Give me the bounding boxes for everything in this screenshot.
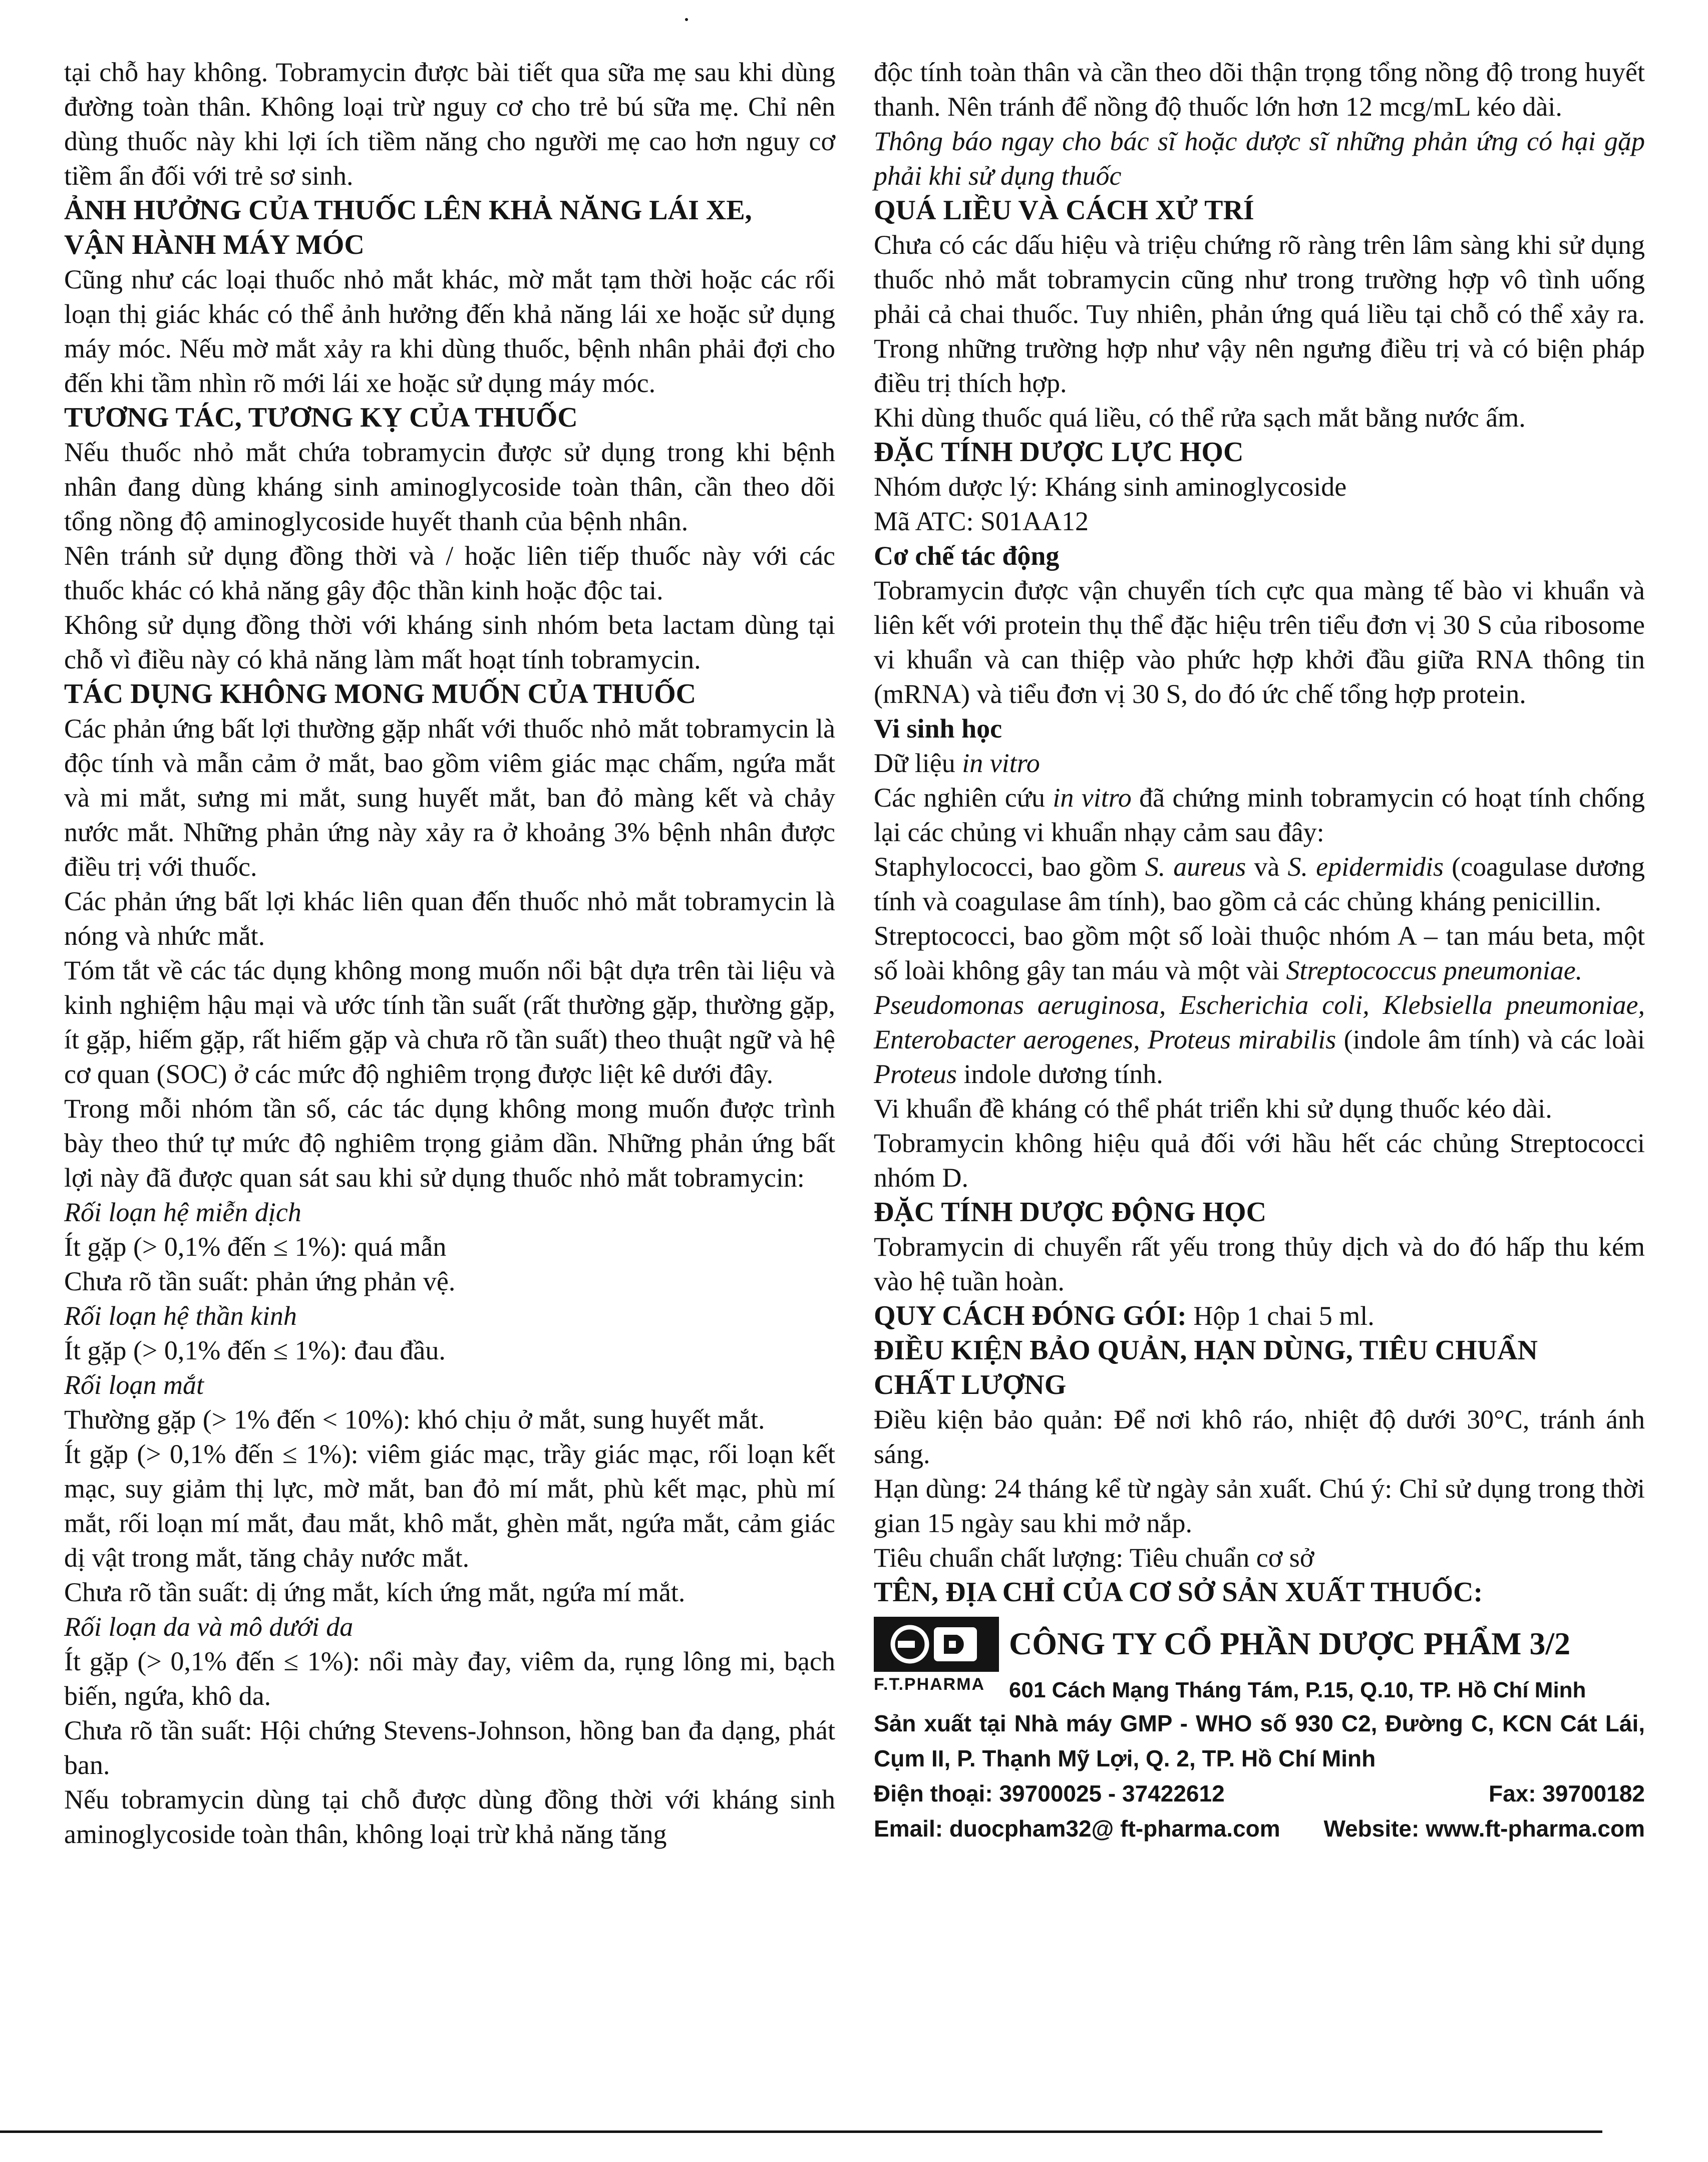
fax-number: Fax: 39700182 [1488, 1780, 1645, 1807]
phone-number: Điện thoại: 39700025 - 37422612 [874, 1780, 1225, 1807]
email-address[interactable]: Email: duocpham32@ ft-pharma.com [874, 1816, 1280, 1842]
gram-species: Pseudomonas aeruginosa, Escherichia coli, Klebsiella pneumoniae, Enterobacter aerogenes, Proteus mirabilis [874, 990, 1645, 1054]
adverse-paragraph-3: Tóm tắt về các tác dụng không mong muốn nổi bật dựa trên tài liệu và kinh nghiệm hậu mại và ước tính tần suất (rất thường gặp, thường gặp, ít gặp, hiếm gặp, rất hiếm gặp và chưa rõ tần suất) theo thuật ngữ và hệ cơ quan (SOC) ở các mức độ nghiêm trọng được liệt kê dưới đây. [64, 955, 835, 1089]
staph-text-c: và [1246, 852, 1288, 882]
eye-item-1: Thường gặp (> 1% đến < 10%): khó chịu ở mắt, sung huyết mắt. [64, 1404, 765, 1434]
company-address: 601 Cách Mạng Tháng Tám, P.15, Q.10, TP. Hồ Chí Minh [1009, 1678, 1586, 1702]
adverse-effects-heading: TÁC DỤNG KHÔNG MONG MUỐN CỦA THUỐC [64, 678, 697, 709]
invitro-label [874, 746, 1645, 781]
staph-text-e: (coagulase dương tính và coagulase âm tính), bao gồm cả các chủng kháng penicillin. [874, 852, 1645, 916]
interaction-paragraph-2: Nên tránh sử dụng đồng thời và / hoặc liên tiếp thuốc này với các thuốc khác có khả năng gây độc thần kinh hoặc độc tai. [64, 541, 835, 605]
driving-paragraph: Cũng như các loại thuốc nhỏ mắt khác, mờ mắt tạm thời hoặc các rối loạn thị giác khác có thể ảnh hưởng đến khả năng lái xe hoặc sử dụng máy móc. Nếu mờ mắt xảy ra khi dùng thuốc, bệnh nhân phải đợi cho đến khi tầm nhìn rõ mới lái xe hoặc sử dụng máy móc. [64, 264, 835, 398]
pharmacologic-group: Nhóm dược lý: Kháng sinh aminoglycoside [874, 472, 1347, 502]
immune-item-2: Chưa rõ tần suất: phản ứng phản vệ. [64, 1266, 456, 1296]
studies-paragraph [874, 781, 1645, 850]
strep-pneumoniae: Streptococcus pneumoniae. [1286, 955, 1583, 985]
staphylococci-paragraph [874, 850, 1645, 919]
packaging-value: Hộp 1 chai 5 ml. [1186, 1301, 1375, 1331]
immune-subheading: Rối loạn hệ miễn dịch [64, 1197, 301, 1227]
left-column [64, 55, 835, 1852]
eye-item-3: Chưa rõ tần suất: dị ứng mắt, kích ứng mắt, ngứa mí mắt. [64, 1577, 686, 1607]
invitro-italic: in vitro [962, 748, 1040, 778]
skin-item-2: Chưa rõ tần suất: Hội chứng Stevens-Johnson, hồng ban đa dạng, phát ban. [64, 1715, 835, 1780]
pharmacodynamics-heading: ĐẶC TÍNH DƯỢC LỰC HỌC [874, 437, 1244, 468]
mechanism-paragraph: Tobramycin được vận chuyển tích cực qua màng tế bào vi khuẩn và liên kết với protein thụ thể đặc hiệu trên tiểu đơn vị 30 S của ribosome vi khuẩn và can thiệp vào phức hợp khởi đầu giữa RNA thông tin (mRNA) và tiểu đơn vị 30 S, do đó ức chế tổng hợp protein. [874, 575, 1645, 709]
strep-text-a: Streptococci, bao gồm một số loài thuộc nhóm A – tan máu beta, một số loài không gây tan máu và một vài [874, 921, 1645, 985]
driving-heading-line2: VẬN HÀNH MÁY MÓC [64, 229, 365, 260]
overdose-paragraph-2: Khi dùng thuốc quá liều, có thể rửa sạch mắt bằng nước ấm. [874, 403, 1526, 433]
studies-italic: in vitro [1053, 783, 1132, 813]
adverse-paragraph-2: Các phản ứng bất lợi khác liên quan đến thuốc nhỏ mắt tobramycin là nóng và nhức mắt. [64, 886, 835, 951]
staph-text-a: Staphylococci, bao gồm [874, 852, 1145, 882]
ftpharma-logo-icon [874, 1617, 999, 1672]
storage-heading-line2: CHẤT LƯỢNG [874, 1369, 1067, 1400]
staph-epidermidis: S. epidermidis [1287, 852, 1444, 882]
invitro-text: Dữ liệu [874, 748, 962, 778]
staph-aureus: S. aureus [1145, 852, 1246, 882]
logo-caption: F.T.PHARMA [874, 1675, 985, 1694]
studies-text-c: đã chứng minh tobramycin có hoạt tính chống lại các chủng vi khuẩn nhạy cảm sau đây: [874, 783, 1645, 847]
overdose-heading: QUÁ LIỀU VÀ CÁCH XỬ TRÍ [874, 195, 1254, 226]
company-block [874, 1617, 1645, 1846]
gram-negative-paragraph [874, 988, 1645, 1092]
packaging-label: QUY CÁCH ĐÓNG GÓI: [874, 1300, 1187, 1331]
nervous-subheading: Rối loạn hệ thần kinh [64, 1301, 297, 1331]
immune-item-1: Ít gặp (> 0,1% đến ≤ 1%): quá mẫn [64, 1232, 447, 1262]
website-link[interactable]: Website: www.ft-pharma.com [1323, 1816, 1645, 1842]
intro-paragraph: tại chỗ hay không. Tobramycin được bài tiết qua sữa mẹ sau khi dùng đường toàn thân. Không loại trừ nguy cơ cho trẻ bú sữa mẹ. Chỉ nên dùng thuốc này khi lợi ích tiềm năng cho người mẹ cao hơn nguy cơ tiềm ẩn đối với trẻ sơ sinh. [64, 57, 835, 191]
adverse-paragraph-1: Các phản ứng bất lợi thường gặp nhất với thuốc nhỏ mắt tobramycin là độc tính và mẫn cảm ở mắt, bao gồm viêm giác mạc chấm, ngứa mắt và mi mắt, sưng mi mắt, sung huyết mắt, ban đỏ màng kết và chảy nước mắt. Những phản ứng này xảy ra ở khoảng 3% bệnh nhân được điều trị với thuốc. [64, 713, 835, 882]
streptococci-paragraph [874, 919, 1645, 988]
adverse-paragraph-4: Trong mỗi nhóm tần số, các tác dụng không mong muốn được trình bày theo thứ tự mức độ nghiêm trọng giảm dần. Những phản ứng bất lợi này đã được quan sát sau khi sử dụng thuốc nhỏ mắt tobramycin: [64, 1094, 835, 1193]
storage-paragraph: Điều kiện bảo quản: Để nơi khô ráo, nhiệt độ dưới 30°C, tránh ánh sáng. [874, 1404, 1645, 1469]
studies-text-a: Các nghiên cứu [874, 783, 1053, 813]
email-website-row [874, 1811, 1645, 1846]
overdose-paragraph-1: Chưa có các dấu hiệu và triệu chứng rõ ràng trên lâm sàng khi sử dụng thuốc nhỏ mắt tobramycin cũng như trong trường hợp vô tình uống phải cả chai thuốc. Tuy nhiên, phản ứng quá liều tại chỗ có thể xảy ra. Trong những trường hợp như vậy nên ngưng điều trị và có biện pháp điều trị thích hợp. [874, 230, 1645, 398]
gram-text-b: (indole âm tính) và các loài [1336, 1024, 1645, 1054]
page-mark [685, 18, 688, 21]
mechanism-heading: Cơ chế tác động [874, 541, 1060, 571]
right-column [874, 55, 1645, 1846]
phone-fax-row [874, 1776, 1645, 1811]
pharmacokinetics-heading: ĐẶC TÍNH DƯỢC ĐỘNG HỌC [874, 1197, 1267, 1228]
report-notice: Thông báo ngay cho bác sĩ hoặc dược sĩ những phản ứng có hại gặp phải khi sử dụng thuốc [874, 126, 1645, 191]
eye-item-2: Ít gặp (> 0,1% đến ≤ 1%): viêm giác mạc, trầy giác mạc, rối loạn kết mạc, suy giảm thị lực, mờ mắt, ban đỏ mí mắt, phù kết mạc, phù mí mắt, rối loạn mí mắt, đau mắt, khô mắt, ghèn mắt, ngứa mắt, cảm giác dị vật trong mắt, tăng chảy nước mắt. [64, 1439, 835, 1573]
eye-subheading: Rối loạn mắt [64, 1370, 204, 1400]
storage-heading-line1: ĐIỀU KIỆN BẢO QUẢN, HẠN DÙNG, TIÊU CHUẨN [874, 1335, 1538, 1366]
atc-code: Mã ATC: S01AA12 [874, 506, 1089, 536]
packaging-line [874, 1299, 1645, 1333]
microbiology-heading: Vi sinh học [874, 713, 1002, 744]
continued-paragraph: độc tính toàn thân và cần theo dõi thận trọng tổng nồng độ trong huyết thanh. Nên tránh để nồng độ thuốc lớn hơn 12 mcg/mL kéo dài. [874, 57, 1645, 122]
standard-paragraph: Tiêu chuẩn chất lượng: Tiêu chuẩn cơ sở [874, 1543, 1314, 1573]
nervous-item-1: Ít gặp (> 0,1% đến ≤ 1%): đau đầu. [64, 1335, 446, 1365]
skin-subheading: Rối loạn da và mô dưới da [64, 1612, 354, 1642]
gram-text-d: indole dương tính. [956, 1059, 1163, 1089]
bottom-rule [0, 2130, 1602, 2133]
gram-proteus: Proteus [874, 1059, 957, 1089]
expiry-paragraph: Hạn dùng: 24 tháng kể từ ngày sản xuất. Chú ý: Chỉ sử dụng trong thời gian 15 ngày sau khi mở nắp. [874, 1474, 1645, 1538]
company-name: CÔNG TY CỔ PHẦN DƯỢC PHẨM 3/2 [1009, 1626, 1571, 1661]
skin-item-1: Ít gặp (> 0,1% đến ≤ 1%): nổi mày đay, viêm da, rụng lông mi, bạch biến, ngứa, khô da. [64, 1646, 835, 1711]
company-logo [874, 1617, 1009, 1694]
interaction-heading: TƯƠNG TÁC, TƯƠNG KỴ CỦA THUỐC [64, 402, 578, 433]
interaction-paragraph-3: Không sử dụng đồng thời với kháng sinh nhóm beta lactam dùng tại chỗ vì điều này có khả năng làm mất hoạt tính tobramycin. [64, 610, 835, 674]
driving-heading-line1: ẢNH HƯỞNG CỦA THUỐC LÊN KHẢ NĂNG LÁI XE, [64, 195, 752, 226]
logo-mark-icon [884, 1622, 989, 1667]
adverse-last-paragraph: Nếu tobramycin dùng tại chỗ được dùng đồng thời với kháng sinh aminoglycoside toàn thân, không loại trừ khả năng tăng [64, 1784, 835, 1849]
pharmacokinetics-paragraph: Tobramycin di chuyển rất yếu trong thủy dịch và do đó hấp thu kém vào hệ tuần hoàn. [874, 1232, 1645, 1296]
interaction-paragraph-1: Nếu thuốc nhỏ mắt chứa tobramycin được sử dụng trong khi bệnh nhân đang dùng kháng sinh aminoglycoside toàn thân, cần theo dõi tổng nồng độ aminoglycoside huyết thanh của bệnh nhân. [64, 437, 835, 536]
no-effect-paragraph: Tobramycin không hiệu quả đối với hầu hết các chủng Streptococci nhóm D. [874, 1128, 1645, 1193]
resistance-paragraph: Vi khuẩn đề kháng có thể phát triển khi sử dụng thuốc kéo dài. [874, 1094, 1552, 1124]
manufacturer-heading: TÊN, ĐỊA CHỈ CỦA CƠ SỞ SẢN XUẤT THUỐC: [874, 1577, 1483, 1608]
company-logo-row [874, 1617, 1645, 1706]
factory-address: Sản xuất tại Nhà máy GMP - WHO số 930 C2, Đường C, KCN Cát Lái, Cụm II, P. Thạnh Mỹ Lợi, Q. 2, TP. Hồ Chí Minh [874, 1710, 1645, 1771]
